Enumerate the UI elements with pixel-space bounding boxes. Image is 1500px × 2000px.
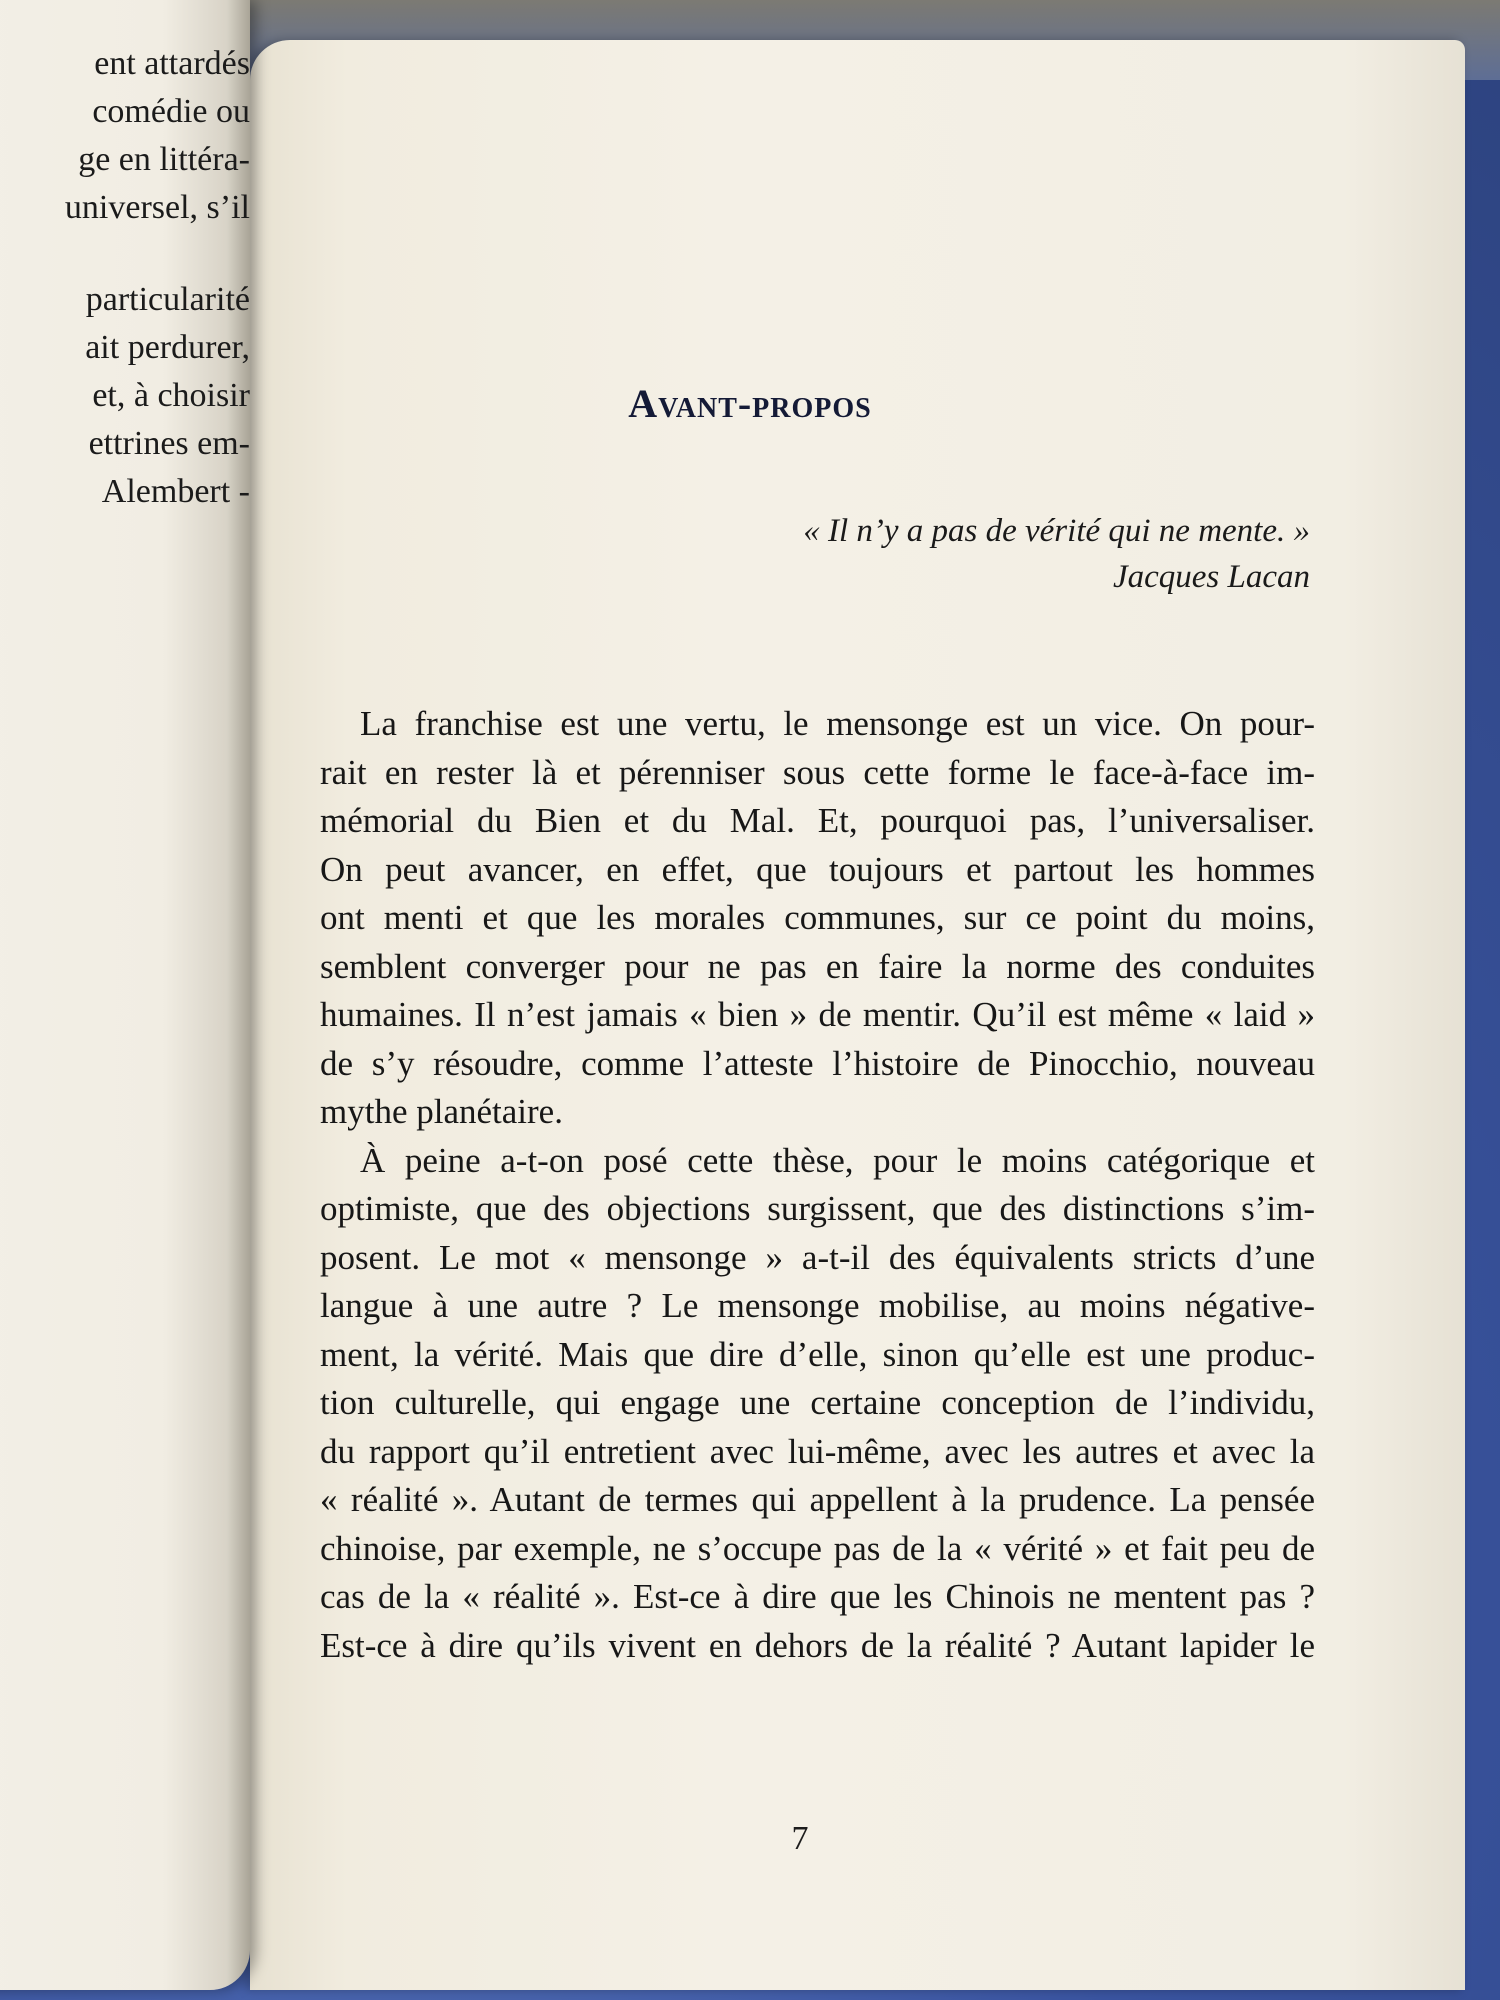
left-line: particularité [85,281,250,318]
left-page-text [0,40,250,516]
page-number: 7 [791,1820,809,1857]
text-line: optimiste, que des objections surgissent, que des distinctions s’im- [320,1189,1315,1228]
left-line: comédie ou [92,93,250,130]
text-line: semblent converger pour ne pas en faire la norme des conduites [320,946,1315,986]
paragraph-2 [320,1137,1315,1671]
text-line: du rapport qu’il entretient avec lui-même, avec les autres et avec la [320,1431,1315,1471]
epigraph [803,508,1310,600]
text-line: de s’y résoudre, comme l’atteste l’histoire de Pinocchio, nouveau [320,1043,1315,1083]
text-line: rait en rester là et pérenniser sous cette forme le face-à-face im- [320,752,1315,792]
left-line: ettrines em- [88,425,250,462]
left-page [0,0,250,1990]
epigraph-quote: « Il n’y a pas de vérité qui ne mente. » [803,513,1310,549]
paragraph-1 [320,700,1315,1137]
text-line: chinoise, par exemple, ne s’occupe pas de la « vérité » et fait peu de [320,1528,1315,1568]
text-line: ont menti et que les morales communes, sur ce point du moins, [320,898,1315,937]
text-line: On peut avancer, en effet, que toujours et partout les hommes [320,849,1315,889]
text-line: « réalité ». Autant de termes qui appellent à la prudence. La pensée [320,1480,1315,1519]
text-line: À peine a-t-on posé cette thèse, pour le moins catégorique et [360,1140,1315,1180]
text-line: tion culturelle, qui engage une certaine conception de l’individu, [320,1383,1315,1422]
text-line: La franchise est une vertu, le mensonge est un vice. On pour- [360,704,1315,743]
left-line: universel, s’il [64,189,250,226]
text-line: humaines. Il n’est jamais « bien » de mentir. Qu’il est même « laid » [320,995,1315,1034]
left-line: ent attardés [94,45,250,82]
text-line: posent. Le mot « mensonge » a-t-il des équivalents stricts d’une [320,1237,1315,1277]
text-line: ment, la vérité. Mais que dire d’elle, sinon qu’elle est une produc- [320,1334,1315,1374]
text-line: langue à une autre ? Le mensonge mobilise, au moins négative- [320,1286,1315,1325]
text-line: Est-ce à dire qu’ils vivent en dehors de la réalité ? Autant lapider le [320,1625,1315,1665]
epigraph-author: Jacques Lacan [1112,559,1310,595]
left-line: ge en littéra- [78,141,250,178]
page-title: Avant-propos [628,381,872,426]
left-line: et, à choisir [92,377,250,414]
text-line: cas de la « réalité ». Est-ce à dire que les Chinois ne mentent pas ? [320,1577,1315,1616]
left-line: Alembert - [101,473,250,510]
text-line: mémorial du Bien et du Mal. Et, pourquoi pas, l’universaliser. [320,801,1315,840]
body-text [320,700,1315,1670]
text-line: mythe planétaire. [320,1092,563,1131]
left-line: ait perdurer, [85,329,250,366]
